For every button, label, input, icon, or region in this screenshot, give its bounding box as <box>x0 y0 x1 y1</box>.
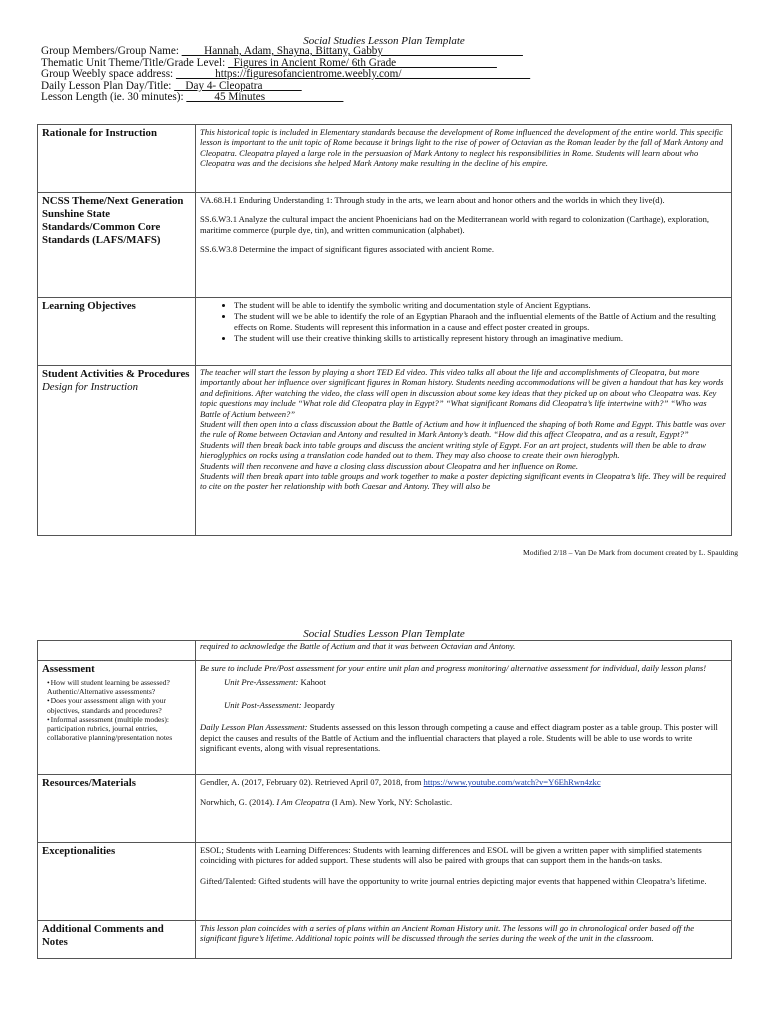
assessment-question: • Informal assessment (multiple modes): participation rubrics, journal entries, collaborative planning/presentation notes <box>47 715 191 743</box>
objectives-row <box>38 298 732 366</box>
video-link[interactable]: https://www.youtube.com/watch?v=Y6EhRwn4zkc <box>423 777 601 787</box>
comments-text: This lesson plan coincides with a series of plans within an Ancient Roman History unit. The lessons will go in chronological order based off the significant figure’s lifetime. Additional topic points will be discussed through the series during the week of the unit in the classroom. <box>196 921 732 959</box>
unit-pre-assessment: Unit Pre-Assessment: Kahoot <box>224 677 326 688</box>
resource-citation: Gendler, A. (2017, February 02). Retrieved April 07, 2018, from https://www.youtube.com/watch?v=Y6EhRwn4zkc <box>200 777 601 787</box>
rationale-label: Rationale for Instruction <box>38 125 196 193</box>
assessment-label: Assessment <box>42 663 95 675</box>
objective-item: • The student will we be able to identify the role of an Egyptian Pharaoh and the influential elements of the Battle of Actium and the resulting effects on Rome. Students will represent this information in a cause and effect poster created in groups. <box>234 311 727 332</box>
assessment-question: • Does your assessment align with your objectives, standards and procedures? <box>47 696 191 714</box>
assessment-intro: Be sure to include Pre/Post assessment for your entire unit plan and progress monitoring/ alternative assessment for individual, daily lesson plans! <box>200 663 707 673</box>
esol-text: ESOL; Students with Learning Differences: Students with learning differences and ESOL will be given a written paper with simplified statements coinciding with pictures for added support. These students will also be paired with groups that can support them in the hands-on tasks. <box>200 845 702 866</box>
standard-item: VA.68.H.1 Enduring Understanding 1: Through study in the arts, we learn about and honor others and the worlds in which they live(d). <box>200 195 665 205</box>
comments-label: Additional Comments and Notes <box>38 921 196 959</box>
assessment-row <box>38 661 732 775</box>
objectives-label: Learning Objectives <box>38 298 196 366</box>
objective-item: • The student will be able to identify the symbolic writing and documentation style of Ancient Egyptians. <box>234 300 727 310</box>
objectives-text <box>196 298 732 366</box>
activities-label: Student Activities & Procedures <box>42 368 190 380</box>
resources-text <box>196 775 732 843</box>
lesson-header <box>41 46 530 104</box>
unit-post-assessment: Unit Post-Assessment: Jeopardy <box>224 699 335 710</box>
standards-row <box>38 193 732 298</box>
page-title: Social Studies Lesson Plan Template <box>303 628 465 640</box>
rationale-row <box>38 125 732 193</box>
lesson-plan-table-2 <box>37 640 732 959</box>
lesson-plan-table-1 <box>37 124 732 536</box>
resources-label: Resources/Materials <box>38 775 196 843</box>
standards-label: NCSS Theme/Next Generation Sunshine State Standards/Common Core Standards (LAFS/MAFS) <box>38 193 196 298</box>
header-weebly-address: Group Weebly space address: _______https://figuresofancientrome.weebly.com/_______________________ <box>41 68 531 81</box>
activities-sublabel: Design for Instruction <box>42 381 138 393</box>
rationale-text: This historical topic is included in Elementary standards because the development of Rome influenced the development of the entire world. This specific lesson is important to the unit topic of Rome because it brings light to the rise of power of Octavian as the Roman leader by the fall of Mark Antony and Cleopatra. Cleopatra played a large role in the persuasion of Mark Antony to neglect his responsibilities in Rome. Students will learn about who Cleopatra was and the decisions she helped Mark Antony make resulting in the decline of his empire. <box>196 125 732 193</box>
continued-row <box>38 641 732 661</box>
activities-text: The teacher will start the lesson by playing a short TED Ed video. This video talks all about the life and accomplishments of Cleopatra, but more importantly about her influence over significant figures in Roman history. Students needing accommodations will be given a handout that has key words and definitions. After watching the video, the class will open in discussion about some key ideas that they picked up on about who Cleopatra was. Key topic questions may include “What role did Cleopatra play in Egypt?” “What significant Romans did Cleopatra’s life intertwine with?” “Who was Battle of Actium between?” Student will then open into a class discussion about the Battle of Actium and how it influenced the shaping of both Rome and Egypt. This battle was over the rule of Rome between Octavian and Antony and resulted in Mark Antony’s death. “How did this affect Cleopatra, and as a result, Egypt?” Students will then break back into table groups and discuss the ancient writing style of Egypt. For an art project, students will then be able to draw hieroglyphics on rocks using a translation code handed out to them. They may also choose to create their own hieroglyph. Students will then reconvene and have a closing class discussion about Cleopatra and her influence on Rome. Students will then break apart into table groups and work together to make a poster depicting significant events in Cleopatra’s life. They will be required to cite on the poster her relationship with both Caesar and Antony. They will also be <box>200 367 726 492</box>
daily-assessment: Daily Lesson Plan Assessment: Students assessed on this lesson through competing a cause and effect diagram poster as a table group. This poster will depict the causes and results of the Battle of Actium and the influential characters that played a role. Students will be able to use words to write significant events, along with visual representations. <box>200 722 718 754</box>
standard-item: SS.6.W3.8 Determine the impact of significant figures associated with ancient Rome. <box>200 244 495 255</box>
resources-row <box>38 775 732 843</box>
assessment-text <box>196 661 732 775</box>
header-lesson-day: Daily Lesson Plan Day/Title: __Day 4- Cleopatra_______ <box>41 79 302 92</box>
standard-item: SS.6.W3.1 Analyze the cultural impact the ancient Phoenicians had on the Mediterranean world with regard to colonization (Carthage), exploration, maritime commerce (purple dye, tin), and written communication (alphabet). <box>200 214 710 235</box>
objectives-list <box>200 300 727 344</box>
document-page-2 <box>0 600 768 1024</box>
exceptionalities-row <box>38 843 732 921</box>
activities-cell <box>196 366 732 536</box>
continued-label <box>38 641 196 661</box>
standards-text <box>196 193 732 298</box>
header-group-members: Group Members/Group Name: ____Hannah, Adam, Shayna, Bittany, Gabby_________________________ <box>41 45 523 57</box>
page-footer: Modified 2/18 – Van De Mark from document created by L. Spaulding <box>523 548 738 557</box>
page-title: Social Studies Lesson Plan Template <box>303 35 465 47</box>
comments-row <box>38 921 732 959</box>
objective-item: • The student will use their creative thinking skills to artistically represent history through an imaginative medium. <box>234 333 727 343</box>
assessment-question: • How will student learning be assessed? Authentic/Alternative assessments? <box>47 678 191 696</box>
continued-text: required to acknowledge the Battle of Actium and that it was between Octavian and Antony. <box>196 641 732 661</box>
header-lesson-length: Lesson Length (ie. 30 minutes): _____45 Minutes______________ <box>41 91 344 104</box>
exceptionalities-text <box>196 843 732 921</box>
activities-row <box>38 366 732 536</box>
exceptionalities-label: Exceptionalities <box>38 843 196 921</box>
assessment-label-cell <box>38 661 196 775</box>
activities-label-cell <box>38 366 196 536</box>
header-thematic-unit: Thematic Unit Theme/Title/Grade Level: _Figures in Ancient Rome/ 6th Grade__________________ <box>41 56 497 69</box>
assessment-questions <box>42 678 191 742</box>
gifted-text: Gifted/Talented: Gifted students will have the opportunity to write journal entries depicting major events that happened within Cleopatra’s lifetime. <box>200 875 707 886</box>
resource-citation: Norwhich, G. (2014). I Am Cleopatra (I Am). New York, NY: Scholastic. <box>200 797 453 808</box>
